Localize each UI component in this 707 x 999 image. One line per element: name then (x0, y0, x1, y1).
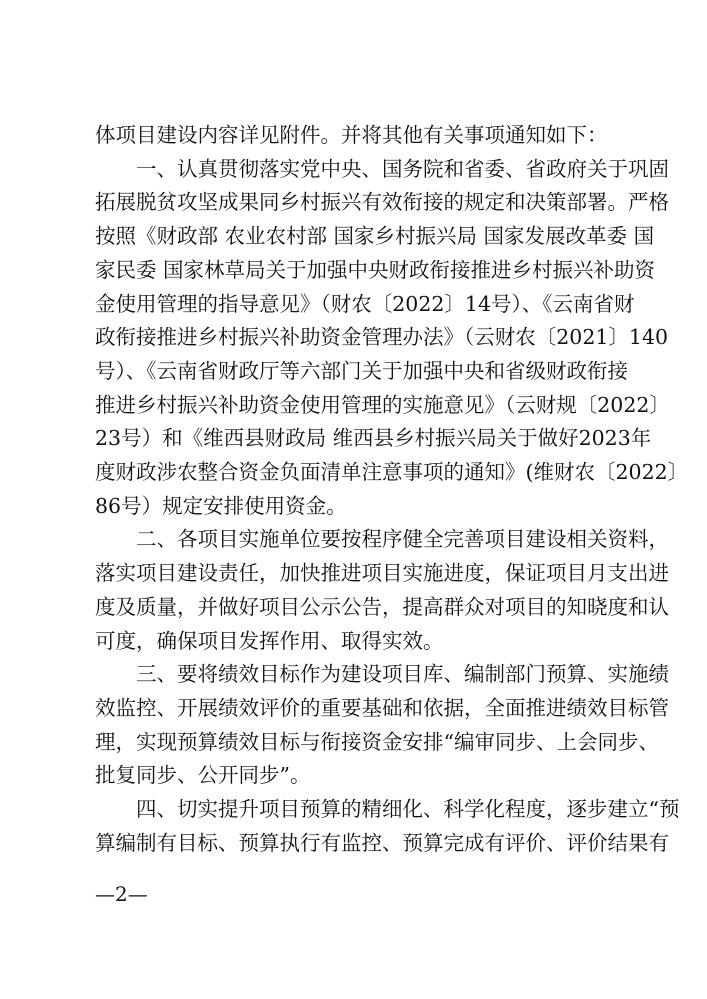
text-line: 号）、《云南省财政厅等六部门关于加强中央和省级财政衔接 (95, 358, 628, 383)
text-line: 一、认真贯彻落实党中央、国务院和省委、省政府关于巩固 (95, 156, 669, 181)
text-line: 理，实现预算绩效目标与衔接资金安排“编审同步、上会同步、 (95, 729, 659, 754)
text-line: 三、要将绩效目标作为建设项目库、编制部门预算、实施绩 (95, 662, 669, 687)
text-line: 金使用管理的指导意见》（财农〔2022〕14号）、《云南省财 (95, 291, 635, 316)
text-line: 度财政涉农整合资金负面清单注意事项的通知》(维财农〔2022〕 (95, 460, 689, 484)
text-line: 算编制有目标、预算执行有监控、预算完成有评价、评价结果有 (95, 830, 669, 855)
text-line: 拓展脱贫攻坚成果同乡村振兴有效衔接的规定和决策部署。严格 (95, 190, 669, 215)
text-line: 推进乡村振兴补助资金使用管理的实施意见》（云财规〔2022〕 (95, 392, 670, 417)
text-line: 按照《财政部 农业农村部 国家乡村振兴局 国家发展改革委 国 (95, 224, 655, 249)
text-line: 政衔接推进乡村振兴补助资金管理办法》（云财农〔2021〕140 (95, 325, 669, 350)
page-number: —2— (95, 882, 148, 906)
text-line: 四、切实提升项目预算的精细化、科学化程度，逐步建立“预 (95, 797, 680, 821)
text-line: 家民委 国家林草局关于加强中央财政衔接推进乡村振兴补助资 (95, 257, 656, 282)
text-line: 体项目建设内容详见附件。并将其他有关事项通知如下： (95, 123, 608, 147)
text-line: 86号）规定安排使用资金。 (95, 493, 347, 518)
text-line: 23号）和《维西县财政局 维西县乡村振兴局关于做好2023年 (95, 426, 652, 451)
text-line: 落实项目建设责任，加快推进项目实施进度，保证项目月支出进 (95, 561, 669, 586)
text-line: 效监控、开展绩效评价的重要基础和依据，全面推进绩效目标管 (95, 695, 669, 720)
text-line: 二、各项目实施单位要按程序健全完善项目建设相关资料， (95, 527, 669, 552)
text-line: 批复同步、公开同步”。 (95, 763, 311, 788)
text-line: 可度，确保项目发挥作用、取得实效。 (95, 628, 444, 653)
text-line: 度及质量，并做好项目公示公告，提高群众对项目的知晓度和认 (95, 594, 669, 619)
